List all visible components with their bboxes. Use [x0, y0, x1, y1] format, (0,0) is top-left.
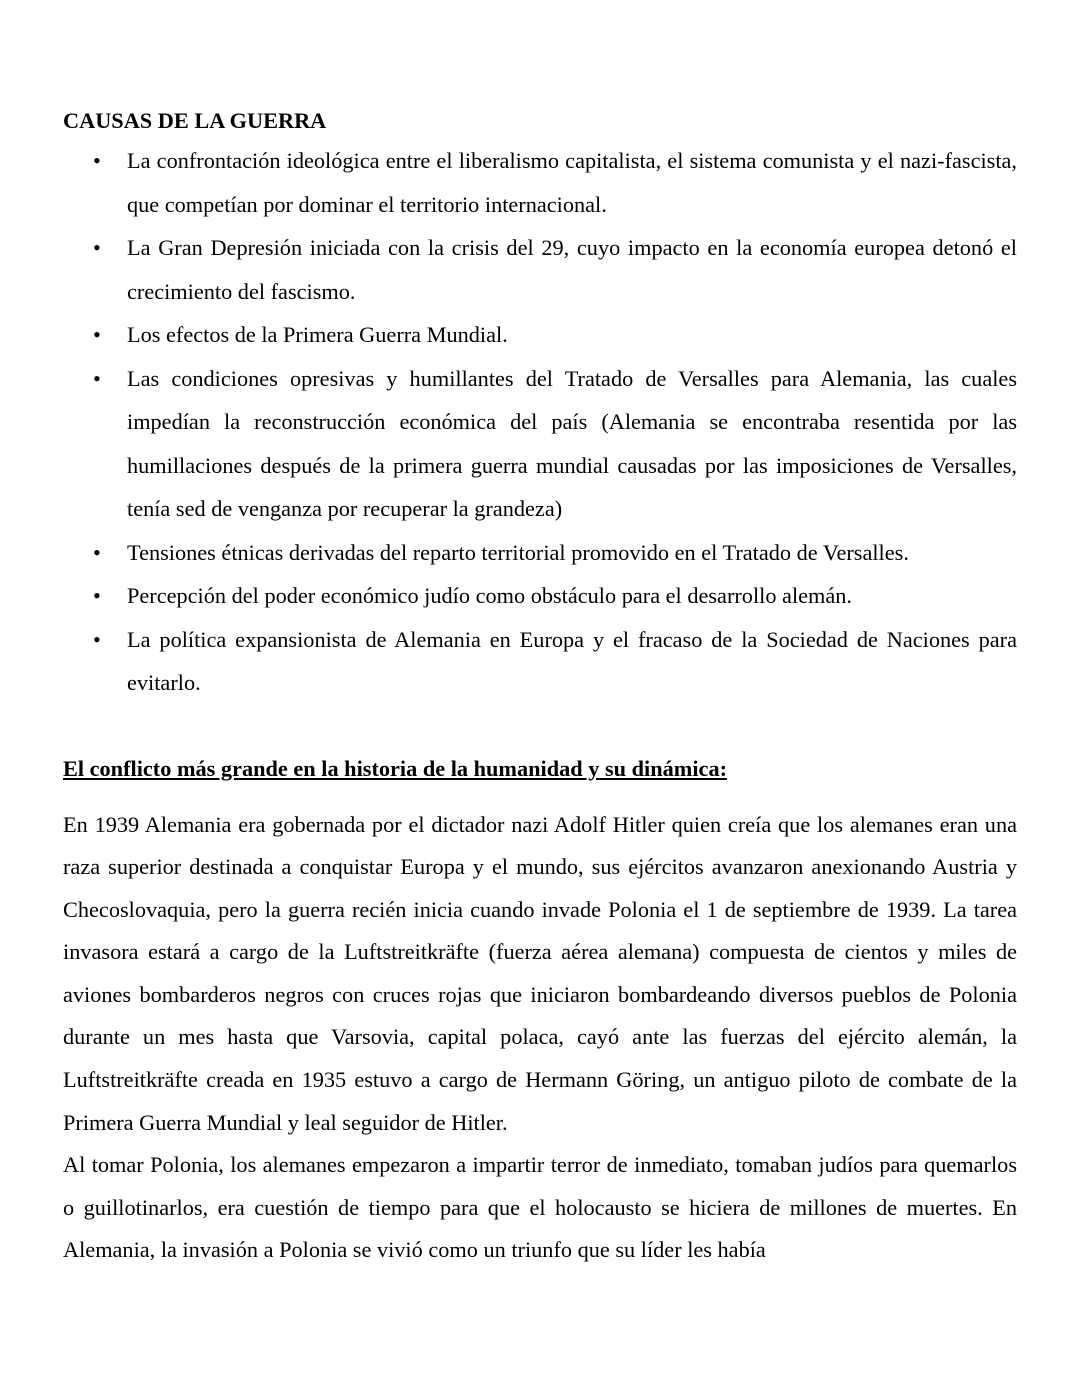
- bullet-icon: •: [93, 148, 101, 173]
- bullet-icon: •: [93, 539, 101, 565]
- list-item: • La Gran Depresión iniciada con la crisis del 29, cuyo impacto en la economía europea detonó el crecimiento del fascismo.: [63, 226, 1017, 313]
- paragraph: En 1939 Alemania era gobernada por el dictador nazi Adolf Hitler quien creía que los alemanes eran una raza superior destinada a conquistar Europa y el mundo, sus ejércitos avanzaron anexionando Austria y Checoslovaquia, pero la guerra recién inicia cuando invade Polonia el 1 de septiembre de 1939. La tarea invasora estará a cargo de la Luftstreitkräfte (fuerza aérea alemana) compuesta de cientos y miles de aviones bombarderos negros con cruces rojas que iniciaron bombardeando diversos pueblos de Polonia durante un mes hasta que Varsovia, capital polaca, cayó ante las fuerzas del ejército alemán, la Luftstreitkräfte creada en 1935 estuvo a cargo de Hermann Göring, un antiguo piloto de combate de la Primera Guerra Mundial y leal seguidor de Hitler.: [63, 811, 1017, 1135]
- bullet-icon: •: [93, 583, 101, 608]
- bullet-icon: •: [93, 365, 101, 391]
- paragraph: Al tomar Polonia, los alemanes empezaron a impartir terror de inmediato, tomaban judíos para quemarlos o guillotinarlos, era cuestión de tiempo para que el holocausto se hiciera de millones de muertes. En Alemania, la invasión a Polonia se vivió como un triunfo que su líder les había: [63, 1152, 1017, 1263]
- bullet-icon: •: [93, 626, 101, 652]
- list-item: • Las condiciones opresivas y humillantes del Tratado de Versalles para Alemania, las cuales impedían la reconstrucción económica del país (Alemania se encontraba resentida por las humillaciones después de la primera guerra mundial causadas por las imposiciones de Versalles, tenía sed de venganza por recuperar la grandeza): [63, 357, 1017, 531]
- bullet-icon: •: [93, 235, 101, 260]
- list-item: • Tensiones étnicas derivadas del reparto territorial promovido en el Tratado de Versalles.: [63, 531, 1017, 575]
- causes-list: [63, 139, 1017, 705]
- document-page: [63, 103, 1017, 1272]
- list-item: • La confrontación ideológica entre el liberalismo capitalista, el sistema comunista y el nazi-fascista, que competían por dominar el territorio internacional.: [63, 139, 1017, 226]
- section-heading-causes: CAUSAS DE LA GUERRA: [63, 108, 327, 133]
- bullet-icon: •: [93, 322, 101, 347]
- list-item: • Percepción del poder económico judío como obstáculo para el desarrollo alemán.: [63, 574, 1017, 618]
- list-item: • Los efectos de la Primera Guerra Mundial.: [63, 313, 1017, 357]
- list-item: • La política expansionista de Alemania en Europa y el fracaso de la Sociedad de Naciones para evitarlo.: [63, 618, 1017, 705]
- section-heading-conflict: El conflicto más grande en la historia de la humanidad y su dinámica:: [63, 755, 728, 781]
